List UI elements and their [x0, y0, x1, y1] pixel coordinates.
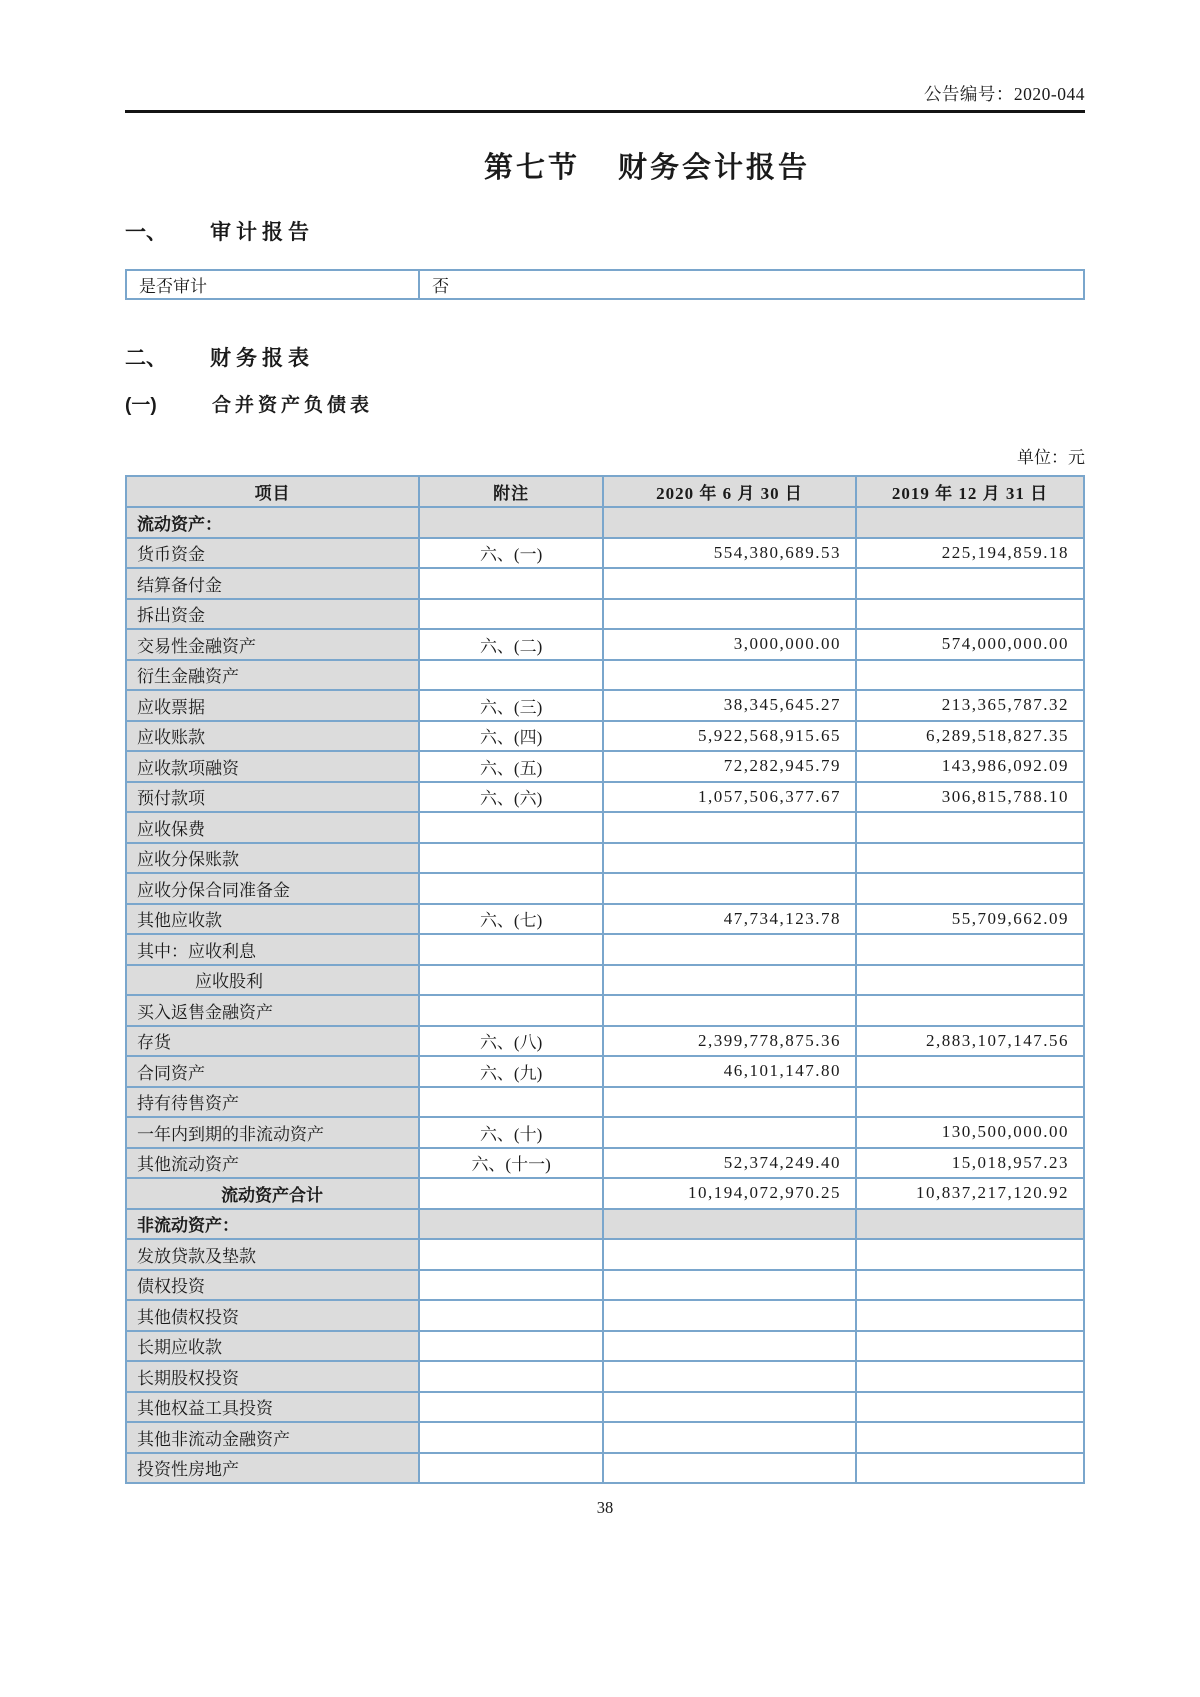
audit-question-cell: 是否审计 — [126, 270, 419, 299]
value-cell-2020: 52,374,249.40 — [603, 1148, 856, 1179]
table-row — [126, 934, 1084, 965]
balance-sheet-table — [125, 475, 1085, 1484]
item-cell: 一年内到期的非流动资产 — [126, 1117, 419, 1148]
note-cell: 六、(二) — [419, 629, 603, 660]
value-cell-2020 — [603, 843, 856, 874]
note-cell: 六、(十) — [419, 1117, 603, 1148]
title-text: 财务会计报告 — [618, 152, 811, 184]
value-cell-2020 — [603, 1422, 856, 1453]
item-cell: 货币资金 — [126, 538, 419, 569]
item-cell: 买入返售金融资产 — [126, 995, 419, 1026]
note-cell — [419, 1209, 603, 1240]
value-cell-2020: 46,101,147.80 — [603, 1056, 856, 1087]
col-header-2020: 2020 年 6 月 30 日 — [603, 476, 856, 507]
note-cell: 六、(六) — [419, 782, 603, 813]
value-cell-2019: 6,289,518,827.35 — [856, 721, 1084, 752]
item-cell: 预付款项 — [126, 782, 419, 813]
value-cell-2019: 213,365,787.32 — [856, 690, 1084, 721]
subsection-number: (一) — [125, 395, 157, 416]
table-row — [126, 1422, 1084, 1453]
value-cell-2020: 554,380,689.53 — [603, 538, 856, 569]
note-cell: 六、(七) — [419, 904, 603, 935]
table-row — [126, 1026, 1084, 1057]
table-row — [126, 873, 1084, 904]
value-cell-2019: 2,883,107,147.56 — [856, 1026, 1084, 1057]
table-row — [126, 538, 1084, 569]
value-cell-2019 — [856, 812, 1084, 843]
note-cell — [419, 965, 603, 996]
table-row — [126, 1331, 1084, 1362]
table-row — [126, 1178, 1084, 1209]
note-cell — [419, 568, 603, 599]
col-header-item: 项目 — [126, 476, 419, 507]
value-cell-2020 — [603, 1087, 856, 1118]
item-cell: 长期股权投资 — [126, 1361, 419, 1392]
note-cell — [419, 1270, 603, 1301]
item-cell: 应收保费 — [126, 812, 419, 843]
item-cell: 其他债权投资 — [126, 1300, 419, 1331]
item-cell: 非流动资产： — [126, 1209, 419, 1240]
item-cell: 投资性房地产 — [126, 1453, 419, 1484]
value-cell-2020 — [603, 660, 856, 691]
item-cell: 应收股利 — [126, 965, 419, 996]
item-cell: 衍生金融资产 — [126, 660, 419, 691]
announcement-number: 公告编号：2020-044 — [923, 84, 1085, 104]
table-row — [126, 1300, 1084, 1331]
value-cell-2019 — [856, 599, 1084, 630]
audit-table-row — [126, 270, 1084, 299]
item-cell: 存货 — [126, 1026, 419, 1057]
section-audit-title: 审计报告 — [210, 221, 314, 244]
audit-table — [125, 269, 1085, 300]
value-cell-2019: 574,000,000.00 — [856, 629, 1084, 660]
value-cell-2020: 10,194,072,970.25 — [603, 1178, 856, 1209]
note-cell: 六、(十一) — [419, 1148, 603, 1179]
balance-sheet-body — [126, 507, 1084, 1483]
note-cell: 六、(四) — [419, 721, 603, 752]
value-cell-2020: 5,922,568,915.65 — [603, 721, 856, 752]
value-cell-2019 — [856, 1056, 1084, 1087]
table-row — [126, 568, 1084, 599]
table-row — [126, 660, 1084, 691]
note-cell: 六、(五) — [419, 751, 603, 782]
table-row — [126, 1117, 1084, 1148]
note-cell — [419, 1422, 603, 1453]
note-cell — [419, 1331, 603, 1362]
table-row — [126, 1056, 1084, 1087]
note-cell — [419, 660, 603, 691]
note-cell — [419, 1453, 603, 1484]
table-row — [126, 995, 1084, 1026]
value-cell-2020 — [603, 1300, 856, 1331]
item-cell: 结算备付金 — [126, 568, 419, 599]
note-cell — [419, 812, 603, 843]
item-cell: 流动资产合计 — [126, 1178, 419, 1209]
note-cell: 六、(九) — [419, 1056, 603, 1087]
page-title — [167, 150, 1127, 186]
note-cell: 六、(八) — [419, 1026, 603, 1057]
item-cell: 其中：应收利息 — [126, 934, 419, 965]
value-cell-2020 — [603, 1453, 856, 1484]
note-cell — [419, 1300, 603, 1331]
note-cell — [419, 1178, 603, 1209]
table-row — [126, 965, 1084, 996]
value-cell-2019 — [856, 507, 1084, 538]
item-cell: 应收账款 — [126, 721, 419, 752]
value-cell-2019: 10,837,217,120.92 — [856, 1178, 1084, 1209]
value-cell-2020: 3,000,000.00 — [603, 629, 856, 660]
value-cell-2019 — [856, 1239, 1084, 1270]
item-cell: 发放贷款及垫款 — [126, 1239, 419, 1270]
note-cell — [419, 1087, 603, 1118]
value-cell-2020 — [603, 873, 856, 904]
value-cell-2019 — [856, 1209, 1084, 1240]
note-cell: 六、(三) — [419, 690, 603, 721]
value-cell-2019: 130,500,000.00 — [856, 1117, 1084, 1148]
table-row — [126, 812, 1084, 843]
item-cell: 长期应收款 — [126, 1331, 419, 1362]
table-row — [126, 1392, 1084, 1423]
page-number: 38 — [596, 1498, 614, 1517]
subsection-balance-sheet-heading — [125, 394, 1085, 418]
value-cell-2020 — [603, 1270, 856, 1301]
value-cell-2019 — [856, 568, 1084, 599]
value-cell-2020 — [603, 599, 856, 630]
subsection-title: 合并资产负债表 — [212, 395, 374, 416]
item-cell: 应收票据 — [126, 690, 419, 721]
value-cell-2020 — [603, 812, 856, 843]
item-cell: 其他非流动金融资产 — [126, 1422, 419, 1453]
section-audit-heading — [125, 220, 1085, 246]
table-row — [126, 599, 1084, 630]
table-row — [126, 507, 1084, 538]
header-row — [126, 476, 1084, 507]
value-cell-2019 — [856, 1453, 1084, 1484]
value-cell-2019: 143,986,092.09 — [856, 751, 1084, 782]
item-cell: 应收款项融资 — [126, 751, 419, 782]
table-row — [126, 751, 1084, 782]
value-cell-2020: 1,057,506,377.67 — [603, 782, 856, 813]
note-cell — [419, 843, 603, 874]
value-cell-2019 — [856, 995, 1084, 1026]
note-cell — [419, 599, 603, 630]
item-cell: 应收分保合同准备金 — [126, 873, 419, 904]
value-cell-2019 — [856, 873, 1084, 904]
table-row — [126, 1209, 1084, 1240]
section-statements-title: 财务报表 — [210, 347, 314, 370]
value-cell-2019 — [856, 1270, 1084, 1301]
title-section-no: 第七节 — [483, 152, 580, 184]
header-rule — [125, 110, 1085, 113]
value-cell-2020 — [603, 1239, 856, 1270]
value-cell-2019: 306,815,788.10 — [856, 782, 1084, 813]
col-header-2019: 2019 年 12 月 31 日 — [856, 476, 1084, 507]
item-cell: 交易性金融资产 — [126, 629, 419, 660]
value-cell-2019: 225,194,859.18 — [856, 538, 1084, 569]
audit-answer-cell: 否 — [419, 270, 1084, 299]
note-cell: 六、(一) — [419, 538, 603, 569]
table-row — [126, 1239, 1084, 1270]
value-cell-2020 — [603, 965, 856, 996]
value-cell-2019 — [856, 660, 1084, 691]
table-row — [126, 1361, 1084, 1392]
value-cell-2020: 38,345,645.27 — [603, 690, 856, 721]
table-row — [126, 721, 1084, 752]
section-statements-heading — [125, 346, 1085, 372]
value-cell-2019: 55,709,662.09 — [856, 904, 1084, 935]
value-cell-2019 — [856, 934, 1084, 965]
value-cell-2020 — [603, 507, 856, 538]
section-statements-number: 二、 — [125, 347, 167, 370]
table-row — [126, 904, 1084, 935]
value-cell-2020 — [603, 1117, 856, 1148]
item-cell: 持有待售资产 — [126, 1087, 419, 1118]
col-header-note: 附注 — [419, 476, 603, 507]
table-row — [126, 843, 1084, 874]
item-cell: 其他权益工具投资 — [126, 1392, 419, 1423]
item-cell: 拆出资金 — [126, 599, 419, 630]
note-cell — [419, 1361, 603, 1392]
value-cell-2019 — [856, 1087, 1084, 1118]
value-cell-2019 — [856, 1300, 1084, 1331]
note-cell — [419, 507, 603, 538]
value-cell-2020 — [603, 1361, 856, 1392]
value-cell-2019 — [856, 1392, 1084, 1423]
value-cell-2019 — [856, 1331, 1084, 1362]
item-cell: 流动资产： — [126, 507, 419, 538]
note-cell — [419, 995, 603, 1026]
note-cell — [419, 873, 603, 904]
value-cell-2020: 72,282,945.79 — [603, 751, 856, 782]
value-cell-2019 — [856, 1361, 1084, 1392]
item-cell: 应收分保账款 — [126, 843, 419, 874]
table-row — [126, 1148, 1084, 1179]
value-cell-2020: 47,734,123.78 — [603, 904, 856, 935]
page-content — [125, 0, 1085, 1518]
note-cell — [419, 934, 603, 965]
value-cell-2020 — [603, 568, 856, 599]
value-cell-2020 — [603, 1392, 856, 1423]
item-cell: 其他流动资产 — [126, 1148, 419, 1179]
value-cell-2019 — [856, 843, 1084, 874]
table-row — [126, 782, 1084, 813]
value-cell-2020 — [603, 1331, 856, 1362]
table-row — [126, 1087, 1084, 1118]
note-cell — [419, 1392, 603, 1423]
item-cell: 债权投资 — [126, 1270, 419, 1301]
note-cell — [419, 1239, 603, 1270]
section-audit-number: 一、 — [125, 221, 167, 244]
value-cell-2019 — [856, 1422, 1084, 1453]
value-cell-2020 — [603, 1209, 856, 1240]
unit-label: 单位：元 — [1017, 448, 1085, 467]
item-cell: 合同资产 — [126, 1056, 419, 1087]
table-row — [126, 629, 1084, 660]
table-row — [126, 1453, 1084, 1484]
value-cell-2020: 2,399,778,875.36 — [603, 1026, 856, 1057]
value-cell-2019: 15,018,957.23 — [856, 1148, 1084, 1179]
item-cell: 其他应收款 — [126, 904, 419, 935]
value-cell-2020 — [603, 934, 856, 965]
table-row — [126, 1270, 1084, 1301]
value-cell-2019 — [856, 965, 1084, 996]
table-row — [126, 690, 1084, 721]
value-cell-2020 — [603, 995, 856, 1026]
